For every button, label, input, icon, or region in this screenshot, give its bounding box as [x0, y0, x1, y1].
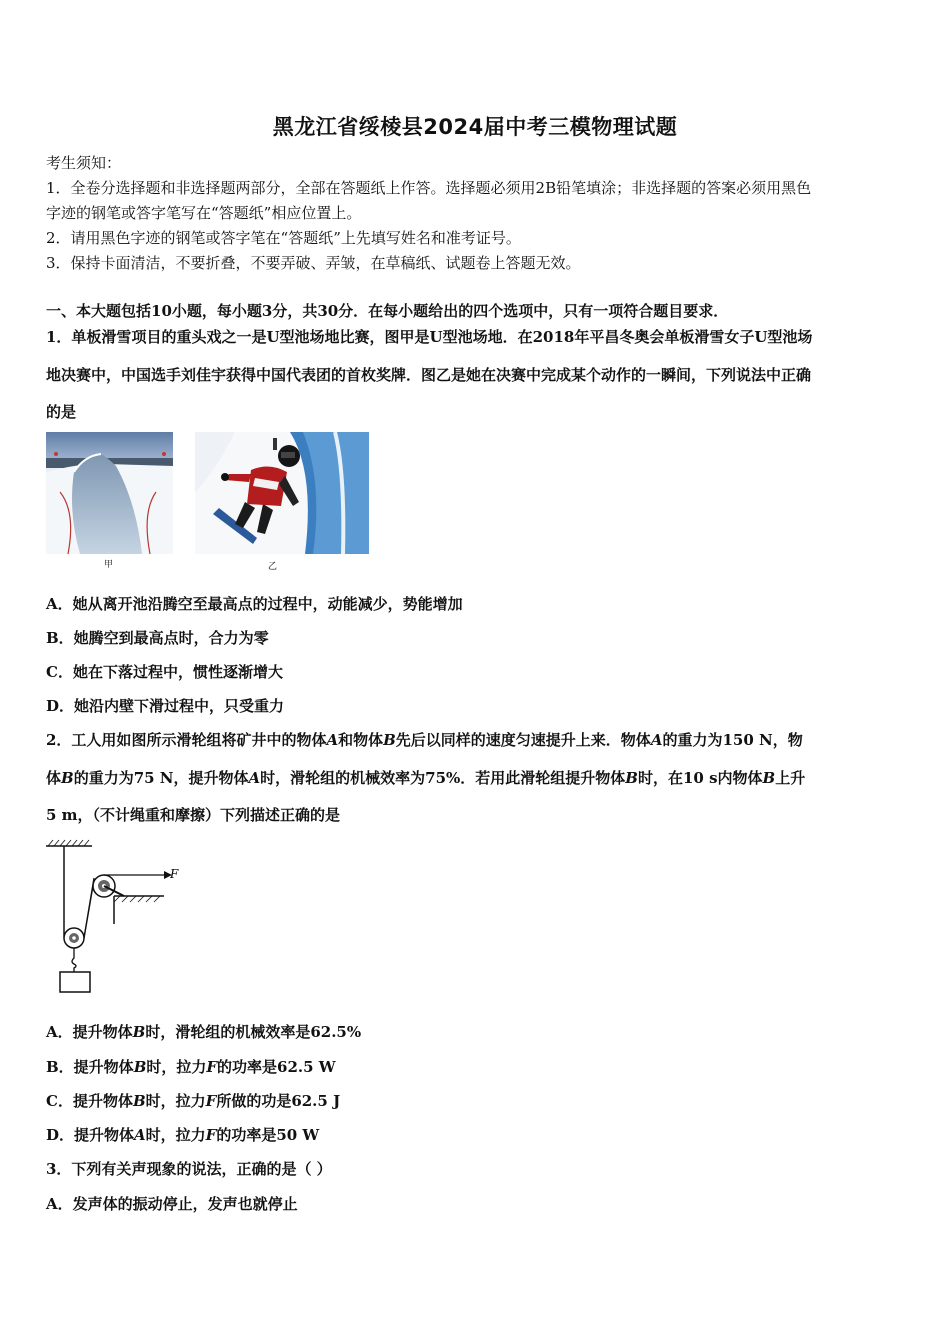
- q1-stem-line-3: 的是: [46, 403, 77, 421]
- q3-option-a: A．发声体的振动停止，发声也就停止: [46, 1195, 298, 1213]
- q1-option-c: C．她在下落过程中，惯性逐渐增大: [46, 663, 283, 681]
- notice-heading: 考生须知：: [46, 154, 122, 172]
- q2-stem-line-1: 2．工人用如图所示滑轮组将矿井中的物体A和物体B先后以同样的速度匀速提升上来．物体A的重力为150 N，物: [46, 731, 803, 749]
- q2-option-a: A．提升物体B时，滑轮组的机械效率是62.5%: [46, 1023, 362, 1041]
- page-title: 黑龙江省绥棱县2024届中考三模物理试题: [272, 115, 678, 139]
- q3-stem: 3．下列有关声现象的说法，正确的是（ ）: [46, 1160, 332, 1178]
- q1-stem-line-2: 地决赛中，中国选手刘佳宇获得中国代表团的首枚奖牌．图乙是她在决赛中完成某个动作的一瞬间，下列说法中正确: [46, 366, 812, 384]
- halfpipe-photo: [46, 432, 173, 554]
- q2-option-c: C．提升物体B时，拉力F所做的功是62.5 J: [46, 1092, 341, 1110]
- section-heading: 一、本大题包括10小题，每小题3分，共30分．在每小题给出的四个选项中，只有一项符合题目要求．: [46, 302, 729, 320]
- force-label: F: [170, 867, 179, 881]
- notice-line-4: 3．保持卡面清洁，不要折叠，不要弄破、弄皱，在草稿纸、试题卷上答题无效。: [46, 254, 581, 272]
- notice-line-1: 1．全卷分选择题和非选择题两部分，全部在答题纸上作答。选择题必须用2B铅笔填涂；非选择题的答案必须用黑色: [46, 179, 812, 197]
- pulley-diagram: [44, 838, 194, 998]
- q1-option-a: A．她从离开池沿腾空至最高点的过程中，动能减少，势能增加: [46, 595, 463, 613]
- q2-stem-line-2: 体B的重力为75 N，提升物体A时，滑轮组的机械效率为75%．若用此滑轮组提升物体B时，在10 s内物体B上升: [46, 769, 806, 787]
- caption-yi: 乙: [268, 562, 278, 572]
- q1-stem-line-1: 1．单板滑雪项目的重头戏之一是U型池场地比赛，图甲是U型池场地．在2018年平昌冬奥会单板滑雪女子U型池场: [46, 328, 813, 346]
- q2-option-d: D．提升物体A时，拉力F的功率是50 W: [46, 1126, 320, 1144]
- notice-line-2: 字迹的钢笔或答字笔写在“答题纸”相应位置上。: [46, 204, 362, 222]
- snowboarder-photo: [195, 432, 369, 554]
- q1-option-d: D．她沿内壁下滑过程中，只受重力: [46, 697, 285, 715]
- q2-option-b: B．提升物体B时，拉力F的功率是62.5 W: [46, 1058, 336, 1076]
- q1-option-b: B．她腾空到最高点时，合力为零: [46, 629, 269, 647]
- caption-jia: 甲: [104, 560, 114, 570]
- q2-stem-line-3: 5 m，（不计绳重和摩擦）下列描述正确的是: [46, 806, 341, 824]
- notice-line-3: 2．请用黑色字迹的钢笔或答字笔在“答题纸”上先填写姓名和准考证号。: [46, 229, 521, 247]
